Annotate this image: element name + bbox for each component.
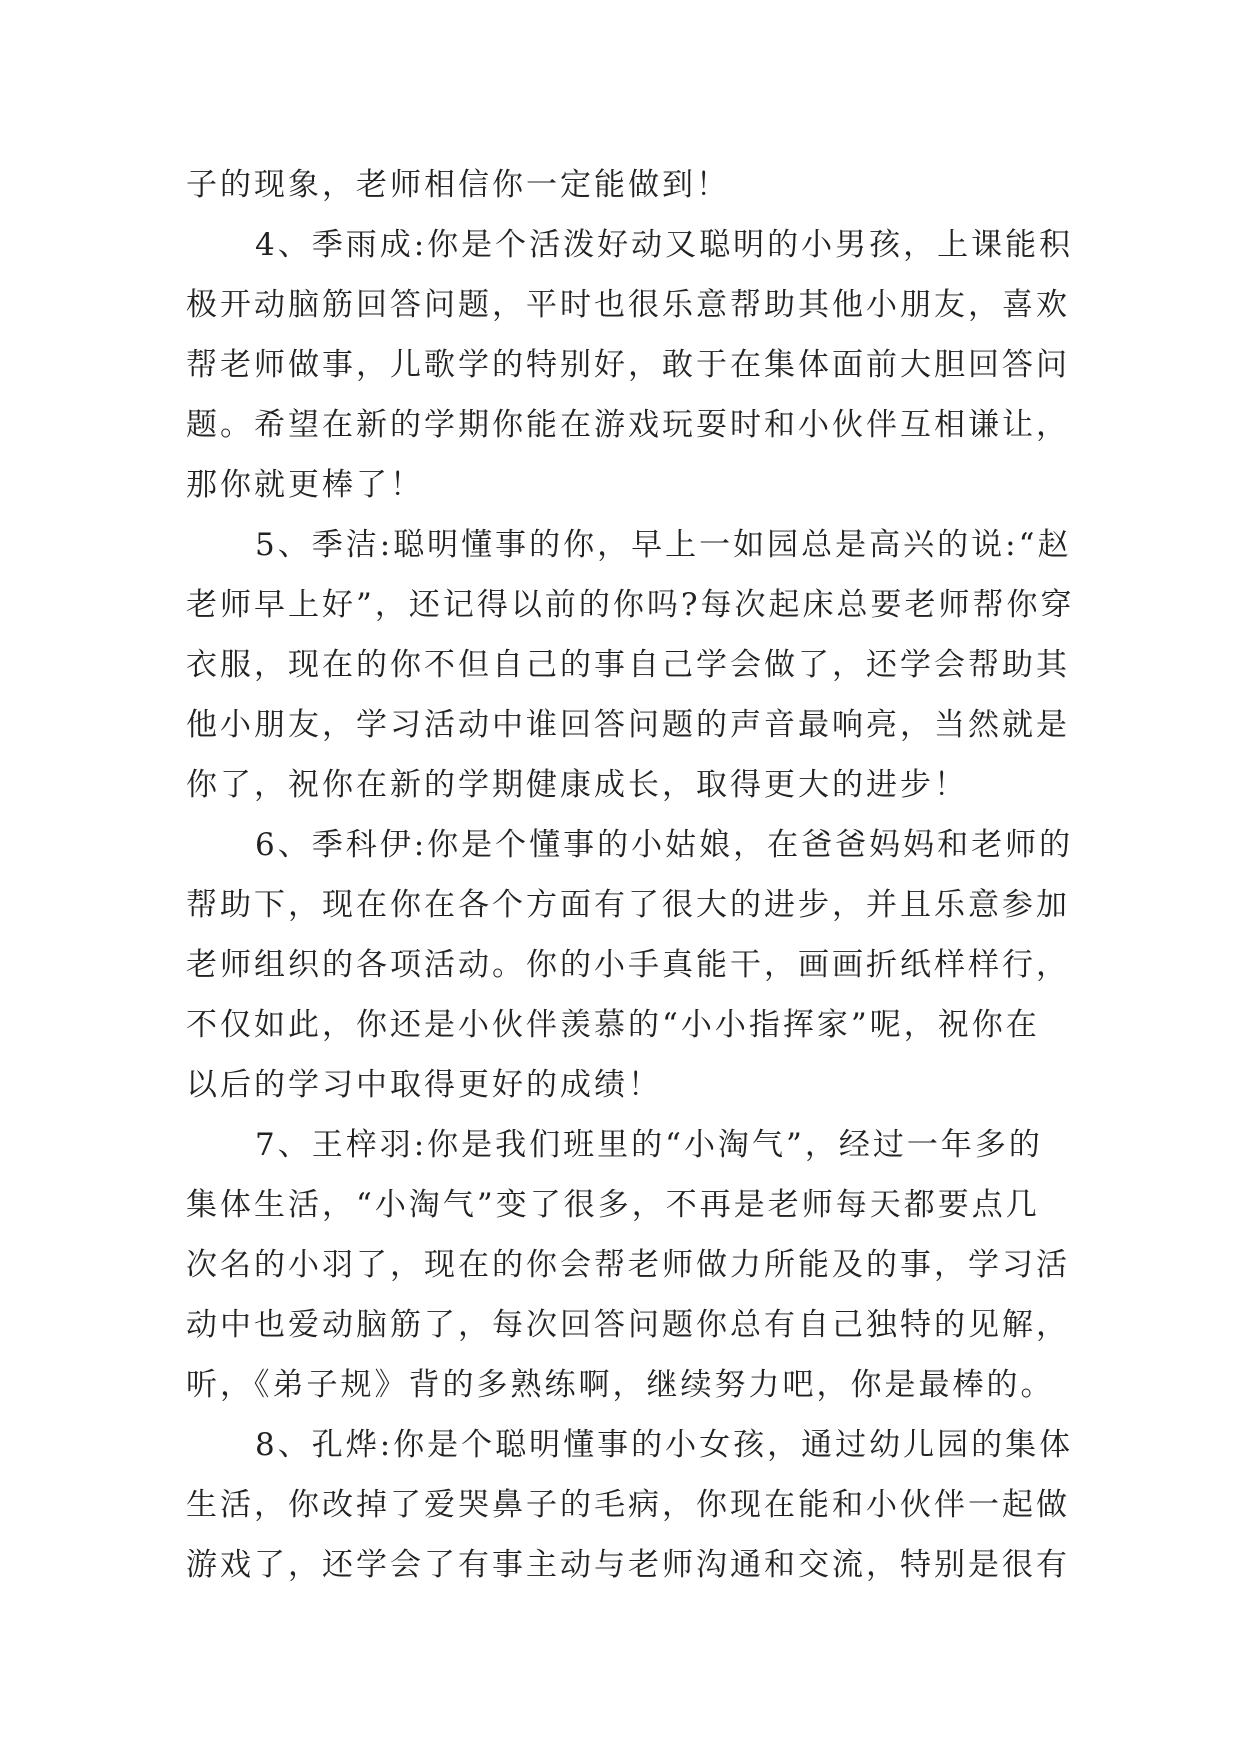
paragraph-start-line: 7、王梓羽:你是我们班里的“小淘气”，经过一年多的 [255,1127,1043,1163]
text-line: 题。希望在新的学期你能在游戏玩耍时和小伙伴互相谦让， [186,407,1070,443]
text-line: 老师组织的各项活动。你的小手真能干，画画折纸样样行， [186,947,1070,983]
text-line: 不仅如此，你还是小伙伴羡慕的“小小指挥家”呢，祝你在 [186,1007,1040,1043]
text-line: 极开动脑筋回答问题，平时也很乐意帮助其他小朋友，喜欢 [186,287,1070,323]
text-line: 生活，你改掉了爱哭鼻子的毛病，你现在能和小伙伴一起做 [186,1487,1070,1523]
text-line: 集体生活，“小淘气”变了很多，不再是老师每天都要点几 [186,1187,1040,1223]
text-line: 动中也爱动脑筋了，每次回答问题你总有自己独特的见解， [186,1307,1070,1343]
text-line: 他小朋友，学习活动中谁回答问题的声音最响亮，当然就是 [186,707,1070,743]
text-line: 衣服，现在的你不但自己的事自己学会做了，还学会帮助其 [186,647,1070,683]
paragraph-start-line: 5、季洁:聪明懂事的你，早上一如园总是高兴的说:“赵 [255,527,1072,563]
text-line: 那你就更棒了！ [186,467,424,503]
text-line: 听，《弟子规》背的多熟练啊，继续努力吧，你是最棒的。 [186,1367,1055,1403]
document-body [186,155,1075,1595]
text-line: 帮助下，现在你在各个方面有了很大的进步，并且乐意参加 [186,887,1070,923]
text-line: 次名的小羽了，现在的你会帮老师做力所能及的事，学习活 [186,1247,1070,1283]
text-line: 老师早上好”，还记得以前的你吗?每次起床总要老师帮你穿 [186,587,1075,623]
text-line: 帮老师做事，儿歌学的特别好，敢于在集体面前大胆回答问 [186,347,1070,383]
text-line: 以后的学习中取得更好的成绩！ [186,1067,662,1103]
paragraph-start-line: 8、孔烨:你是个聪明懂事的小女孩，通过幼儿园的集体 [255,1427,1074,1463]
text-line: 游戏了，还学会了有事主动与老师沟通和交流，特别是很有 [186,1547,1070,1583]
paragraph-start-line: 6、季科伊:你是个懂事的小姑娘，在爸爸妈妈和老师的 [255,827,1074,863]
paragraph-start-line: 4、季雨成:你是个活泼好动又聪明的小男孩，上课能积 [255,227,1074,263]
text-line: 你了，祝你在新的学期健康成长，取得更大的进步！ [186,767,968,803]
text-line: 子的现象，老师相信你一定能做到！ [186,167,730,203]
